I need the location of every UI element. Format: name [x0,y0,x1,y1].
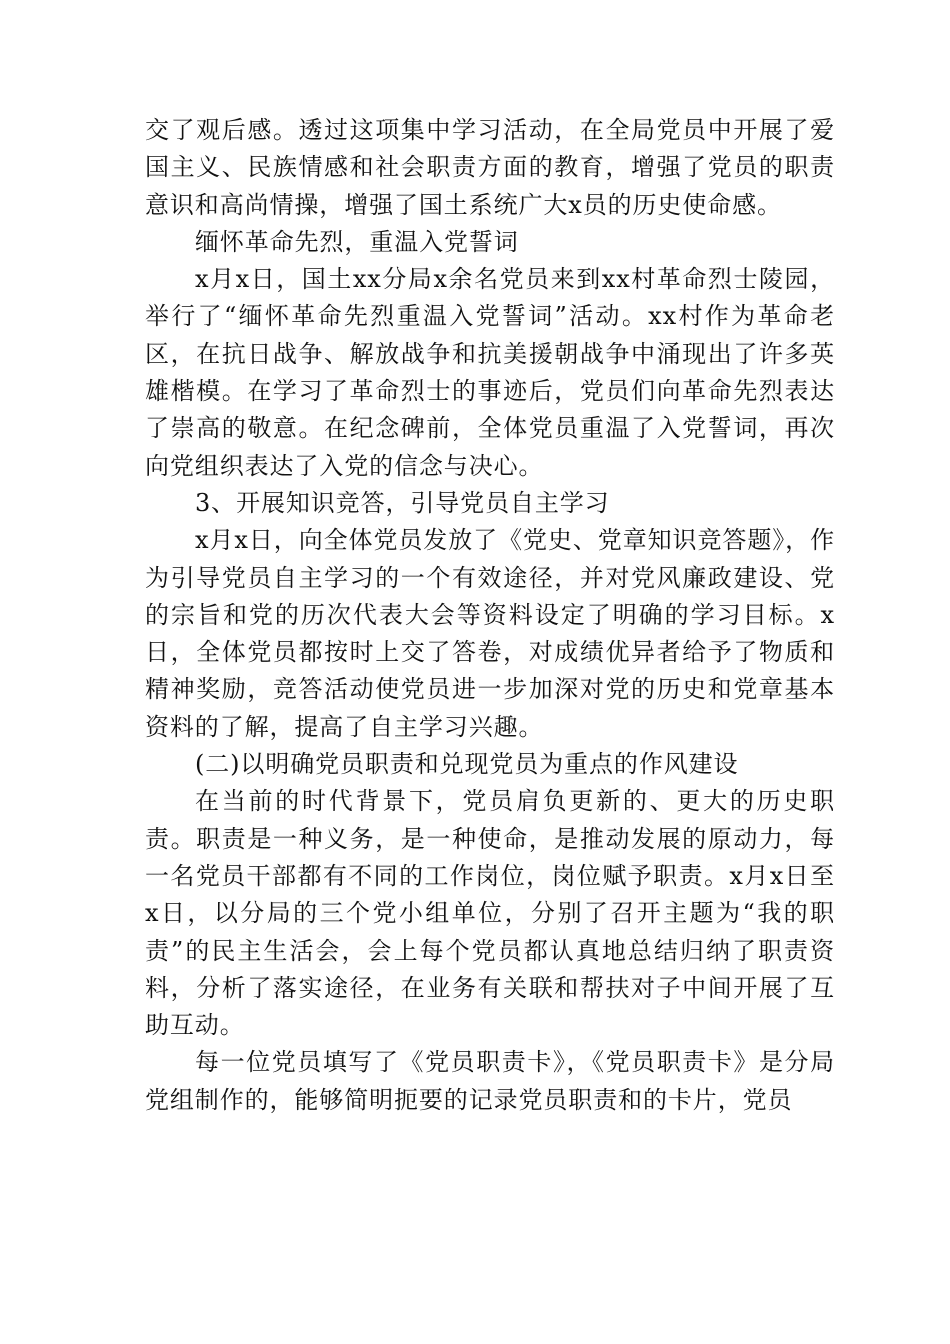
paragraph-3: x月x日，向全体党员发放了《党史、党章知识竞答题》，作为引导党员自主学习的一个有效途径，并对党风廉政建设、党的宗旨和党的历次代表大会等资料设定了明确的学习目标。x日，全体党员都按时上交了答卷，对成绩优异者给予了物质和精神奖励，竞答活动使党员进一步加深对党的历史和党章基本资料的了解，提高了自主学习兴趣。 [145,526,835,741]
paragraph-1: 交了观后感。透过这项集中学习活动，在全局党员中开展了爱国主义、民族情感和社会职责方面的教育，增强了党员的职责意识和高尚情操，增强了国土系统广大x员的历史使命感。 [145,116,835,219]
section-heading-1: 缅怀革命先烈，重温入党誓词 [195,227,519,256]
paragraph-4: 在当前的时代背景下，党员肩负更新的、更大的历史职责。职责是一种义务，是一种使命，是推动发展的原动力，每一名党员干部都有不同的工作岗位，岗位赋予职责。x月x日至x日，以分局的三个党小组单位，分别了召开主题为“我的职责”的民主生活会，会上每个党员都认真地总结归纳了职责资料，分析了落实途径，在业务有关联和帮扶对子中间开展了互助互动。 [145,787,835,1040]
section-heading-3: (二)以明确党员职责和兑现党员为重点的作风建设 [195,750,739,779]
paragraph-5: 每一位党员填写了《党员职责卡》，《党员职责卡》是分局党组制作的，能够简明扼要的记录党员职责和的卡片，党员 [145,1048,835,1114]
paragraph-2: x月x日，国土xx分局x余名党员来到xx村革命烈士陵园，举行了“缅怀革命先烈重温入党誓词”活动。xx村作为革命老区，在抗日战争、解放战争和抗美援朝战争中涌现出了许多英雄楷模。在学习了革命烈士的事迹后，党员们向革命先烈表达了崇高的敬意。在纪念碑前，全体党员重温了入党誓词，再次向党组织表达了入党的信念与决心。 [145,265,835,480]
section-heading-2: 3、开展知识竞答，引导党员自主学习 [195,488,610,517]
document-page [145,112,835,1119]
